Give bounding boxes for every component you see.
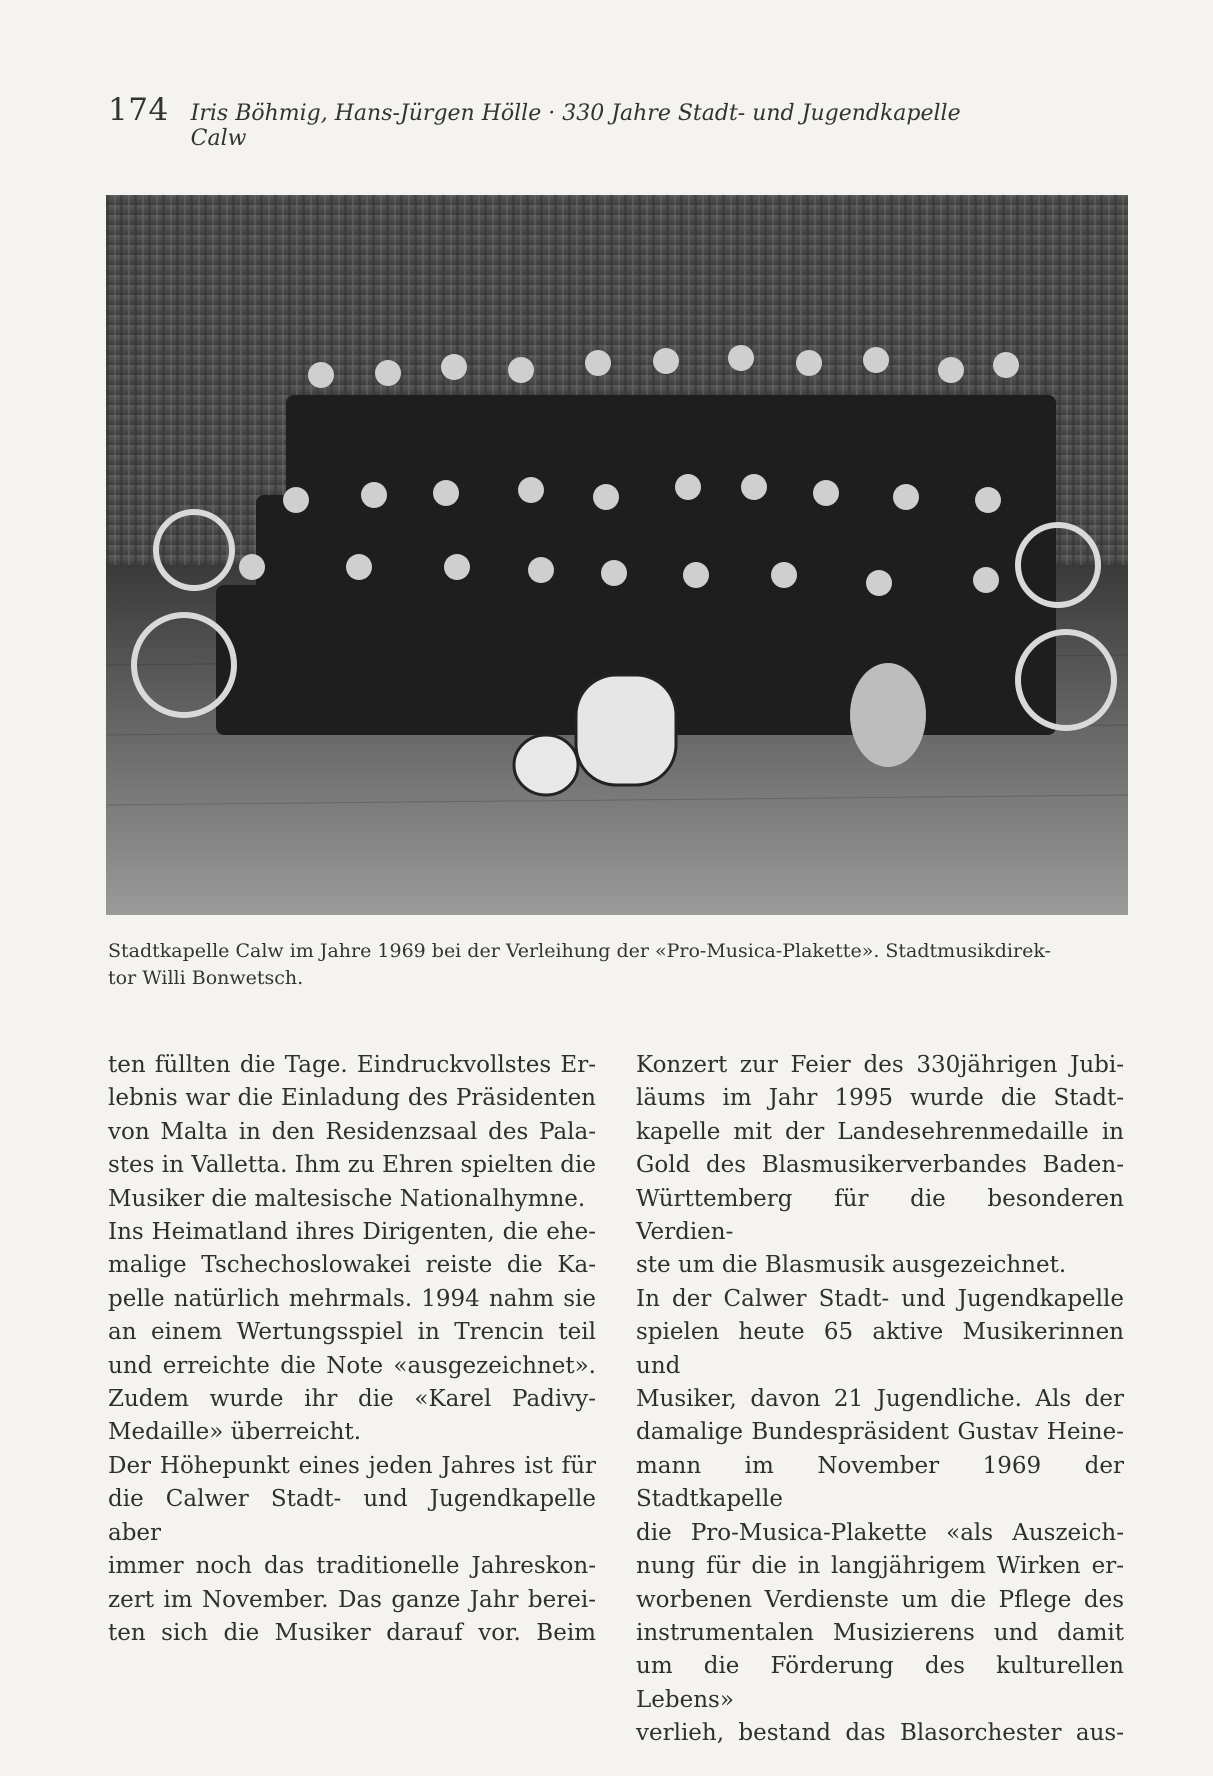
text-line: und erreichte die Note «ausgezeichnet». [108, 1352, 596, 1379]
text-line: instrumentalen Musizierens und damit [636, 1619, 1124, 1646]
text-line: worbenen Verdienste um die Pflege des [636, 1586, 1124, 1613]
text-line: In der Calwer Stadt- und Jugendkapelle [636, 1285, 1124, 1312]
text-line: ten sich die Musiker darauf vor. Beim [108, 1619, 596, 1646]
text-line: Konzert zur Feier des 330jährigen Jubi- [636, 1052, 1124, 1078]
text-line: Ins Heimatland ihres Dirigenten, die ehe- [108, 1219, 596, 1246]
text-line: von Malta in den Residenzsaal des Pala- [108, 1118, 596, 1145]
text-line: malige Tschechoslowakei reiste die Ka- [108, 1252, 596, 1279]
text-line: ste um die Blasmusik ausgezeichnet. [636, 1252, 1067, 1279]
text-line: pelle natürlich mehrmals. 1994 nahm sie [108, 1285, 596, 1312]
left-text-column [108, 1049, 596, 1650]
text-line: spielen heute 65 aktive Musikerinnen und [636, 1319, 1124, 1379]
text-line: stes in Valletta. Ihm zu Ehren spielten die [108, 1152, 596, 1179]
band-photograph [106, 195, 1128, 915]
caption-line: tor Willi Bonwetsch. [108, 967, 304, 989]
text-line: Gold des Blasmusikerverbandes Baden- [636, 1152, 1124, 1179]
text-line: Musiker, davon 21 Jugendliche. Als der [636, 1386, 1124, 1413]
text-line: mann im November 1969 der Stadtkapelle [636, 1452, 1124, 1513]
text-line: kapelle mit der Landesehrenmedaille in [636, 1118, 1124, 1145]
caption-line: Stadtkapelle Calw im Jahre 1969 bei der Verleihung der «Pro-Musica-Plakette». Stadtmusikdirek- [108, 940, 1051, 962]
text-line: nung für die in langjährigem Wirken er- [636, 1553, 1124, 1580]
text-line: lebnis war die Einladung des Präsidenten [108, 1085, 596, 1112]
running-head: Iris Böhmig, Hans-Jürgen Hölle · 330 Jahre Stadt- und Jugendkapelle Calw [190, 101, 961, 151]
text-line: Medaille» überreicht. [108, 1419, 362, 1446]
text-line: die Calwer Stadt- und Jugendkapelle aber [108, 1486, 596, 1546]
text-line: läums im Jahr 1995 wurde die Stadt- [636, 1085, 1124, 1112]
text-line: immer noch das traditionelle Jahreskon- [108, 1553, 596, 1580]
text-line: an einem Wertungsspiel in Trencin teil [108, 1319, 596, 1346]
figure-caption [108, 938, 1126, 992]
text-line: Der Höhepunkt eines jeden Jahres ist für [108, 1452, 596, 1479]
page-number: 174 [108, 92, 169, 128]
page-header [108, 92, 1008, 151]
text-line: Zudem wurde ihr die «Karel Padivy- [108, 1386, 596, 1413]
text-line: verlieh, bestand das Blasorchester aus- [636, 1720, 1124, 1747]
right-text-column [636, 1049, 1124, 1751]
text-line: um die Förderung des kulturellen Lebens» [636, 1653, 1124, 1713]
text-line: die Pro-Musica-Plakette «als Auszeich- [636, 1519, 1124, 1546]
text-line: damalige Bundespräsident Gustav Heine- [636, 1419, 1124, 1446]
text-line: zert im November. Das ganze Jahr berei- [108, 1586, 596, 1613]
band-photograph-image [106, 195, 1128, 915]
text-line: Musiker die maltesische Nationalhymne. [108, 1185, 586, 1212]
text-line: ten füllten die Tage. Eindruckvollstes Er- [108, 1052, 596, 1078]
text-line: Württemberg für die besonderen Verdien- [636, 1185, 1124, 1246]
